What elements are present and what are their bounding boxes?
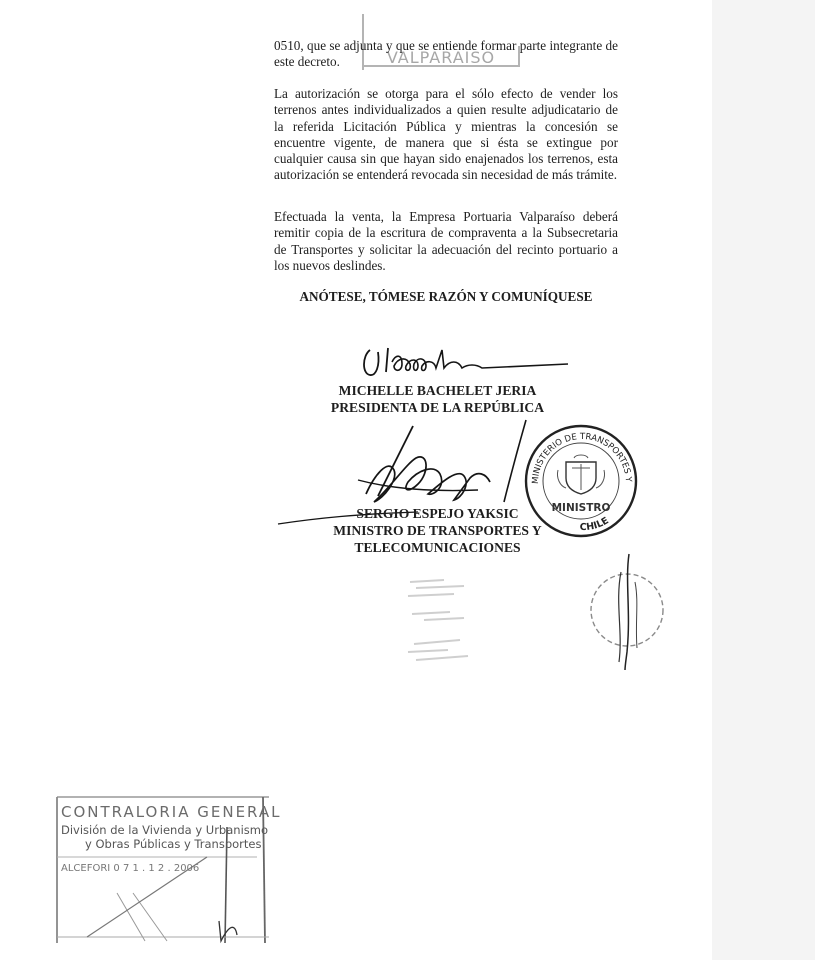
contraloria-title: CONTRALORIA GENERAL (61, 803, 282, 821)
contraloria-date-line: ALCEFORI 0 7 1 . 1 2 . 2006 (61, 863, 200, 874)
contraloria-division-line-2: y Obras Públicas y Transportes (85, 837, 262, 851)
paragraph-2: La autorización se otorga para el sólo efecto de vender los terrenos antes individualizados a quien resulte adjudicatario de la referida Licitación Pública y mientras la concesión se encuentre vigente, de manera que si ésta se extingue por cualquier causa sin que hayan sido enajenados los terrenos, esta autorización se entenderá revocada sin necesidad de más trámite. (274, 86, 618, 183)
espejo-title-line-2: TELECOMUNICACIONES (354, 540, 521, 555)
bachelet-name: MICHELLE BACHELET JERIA (338, 383, 537, 398)
bachelet-signature-block (330, 382, 545, 416)
paragraph-1: 0510, que se adjunta y que se entiende formar parte integrante de este decreto. (274, 38, 618, 70)
bachelet-signature (358, 342, 583, 382)
paragraph-3: Efectuada la venta, la Empresa Portuaria Valparaíso deberá remitir copia de la escritura de compraventa a la Subsecretaria de Transportes y solicitar la adecuación del recinto portuario a los nuevos deslindes. (274, 209, 618, 273)
closing-formula: ANÓTESE, TÓMESE RAZÓN Y COMUNÍQUESE (299, 289, 593, 304)
seal-bottom-text: CHILE (579, 515, 611, 533)
faint-initials-stamp (404, 574, 484, 668)
bachelet-title: PRESIDENTA DE LA REPÚBLICA (330, 400, 545, 415)
coat-of-arms-icon (557, 455, 604, 494)
seal-ring-text: MINISTERIO DE TRANSPORTES Y TELECOMUNICACIONES (518, 415, 634, 485)
scan-page-edge (712, 0, 815, 960)
seal-center-text: MINISTRO (551, 502, 611, 514)
contraloria-stamp (57, 797, 282, 943)
espejo-signature-block (330, 505, 545, 556)
contraloria-division-line-1: División de la Vivienda y Urbanismo (61, 823, 268, 837)
espejo-name: SERGIO ESPEJO YAKSIC (356, 506, 519, 521)
espejo-title-line-1: MINISTRO DE TRANSPORTES Y (333, 523, 542, 538)
valparaiso-stamp-text: VALPARAISO (386, 48, 496, 67)
round-stamp-with-initials (585, 552, 670, 672)
